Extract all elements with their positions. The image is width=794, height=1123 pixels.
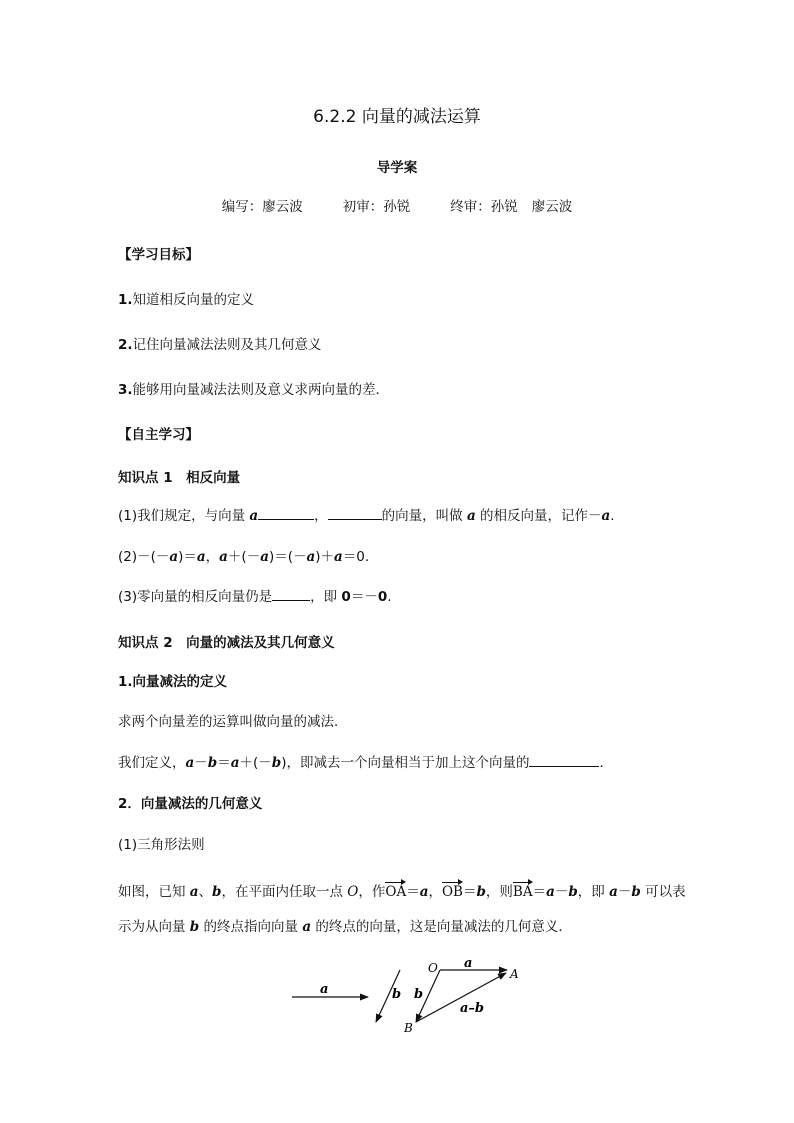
vector-subtraction-figure (280, 950, 540, 1040)
fill-blank[interactable] (258, 507, 314, 520)
kp1-line-1: (1)我们规定，与向量 a ， 的向量，叫做 a 的相反向量，记作－a. (118, 508, 615, 524)
goal-item (118, 381, 389, 399)
subsection-geometry: 2．向量减法的几何意义 (118, 796, 263, 812)
geometry-line-2: 示为从向量 b 的终点指向向量 a 的终点的向量，这是向量减法的几何意义． (118, 919, 572, 935)
author-label: 编写：廖云波 (221, 199, 303, 215)
vector-a-label: a (320, 982, 329, 997)
definition-line: 求两个向量差的运算叫做向量的减法． (118, 714, 348, 730)
point-B-label: B (404, 1021, 413, 1035)
kp1-line-2: (2)－(－a)＝a，a＋(－a)＝(－a)＋a＝0. (118, 549, 370, 565)
vector-OA: OA (385, 884, 407, 900)
subsection-definition: 1.向量减法的定义 (118, 674, 228, 690)
first-review-label: 初审：孙锐 (342, 199, 411, 215)
fill-blank[interactable] (328, 507, 382, 520)
goal-number: 1. (118, 292, 133, 308)
vector-BA: BA (512, 884, 533, 900)
definition-formula-line: 我们定义，a－b＝a＋(－b)，即减去一个向量相当于加上这个向量的 ． (118, 755, 613, 771)
triangle-b-label: b (414, 987, 424, 1002)
a-minus-b-label: a–b (460, 1001, 485, 1016)
goal-number: 2. (118, 337, 133, 353)
goal-text: 知道相反向量的定义 (132, 292, 255, 308)
triangle-a-label: a (464, 956, 473, 971)
goal-number: 3. (118, 382, 133, 398)
point-O-label: O (428, 961, 438, 975)
page-subtitle: 导学案 (376, 160, 418, 176)
final-review-name: 廖云波 (531, 199, 573, 215)
goal-text: 记住向量减法法则及其几何意义 (132, 337, 322, 353)
geometry-line-1: 如图，已知 a、b，在平面内任取一点 O，作OA＝a，OB＝b，则BA＝a－b，即 a－b 可以表 (118, 884, 686, 900)
goal-text: 能够用向量减法法则及意义求两向量的差． (132, 382, 390, 398)
goals-heading: 【学习目标】 (118, 247, 199, 263)
triangle-rule-label: (1)三角形法则 (118, 837, 205, 853)
fill-blank[interactable] (529, 754, 599, 767)
self-study-heading: 【自主学习】 (118, 427, 199, 443)
fill-blank[interactable] (272, 588, 310, 601)
vector-b-label: b (392, 987, 402, 1002)
goal-item (118, 336, 322, 354)
goal-item (118, 291, 254, 309)
final-review-label: 终审：孙锐 (450, 199, 518, 215)
vector-OB: OB (441, 884, 463, 900)
authors-line (0, 198, 794, 216)
kp1-line-3: (3)零向量的相反向量仍是 ，即 0＝－0. (118, 589, 392, 605)
knowledge-point-2-title: 知识点 2 向量的减法及其几何意义 (118, 635, 335, 651)
page-title: 6.2.2 向量的减法运算 (313, 107, 481, 127)
knowledge-point-1-title: 知识点 1 相反向量 (118, 470, 241, 486)
point-A-label: A (510, 967, 519, 981)
